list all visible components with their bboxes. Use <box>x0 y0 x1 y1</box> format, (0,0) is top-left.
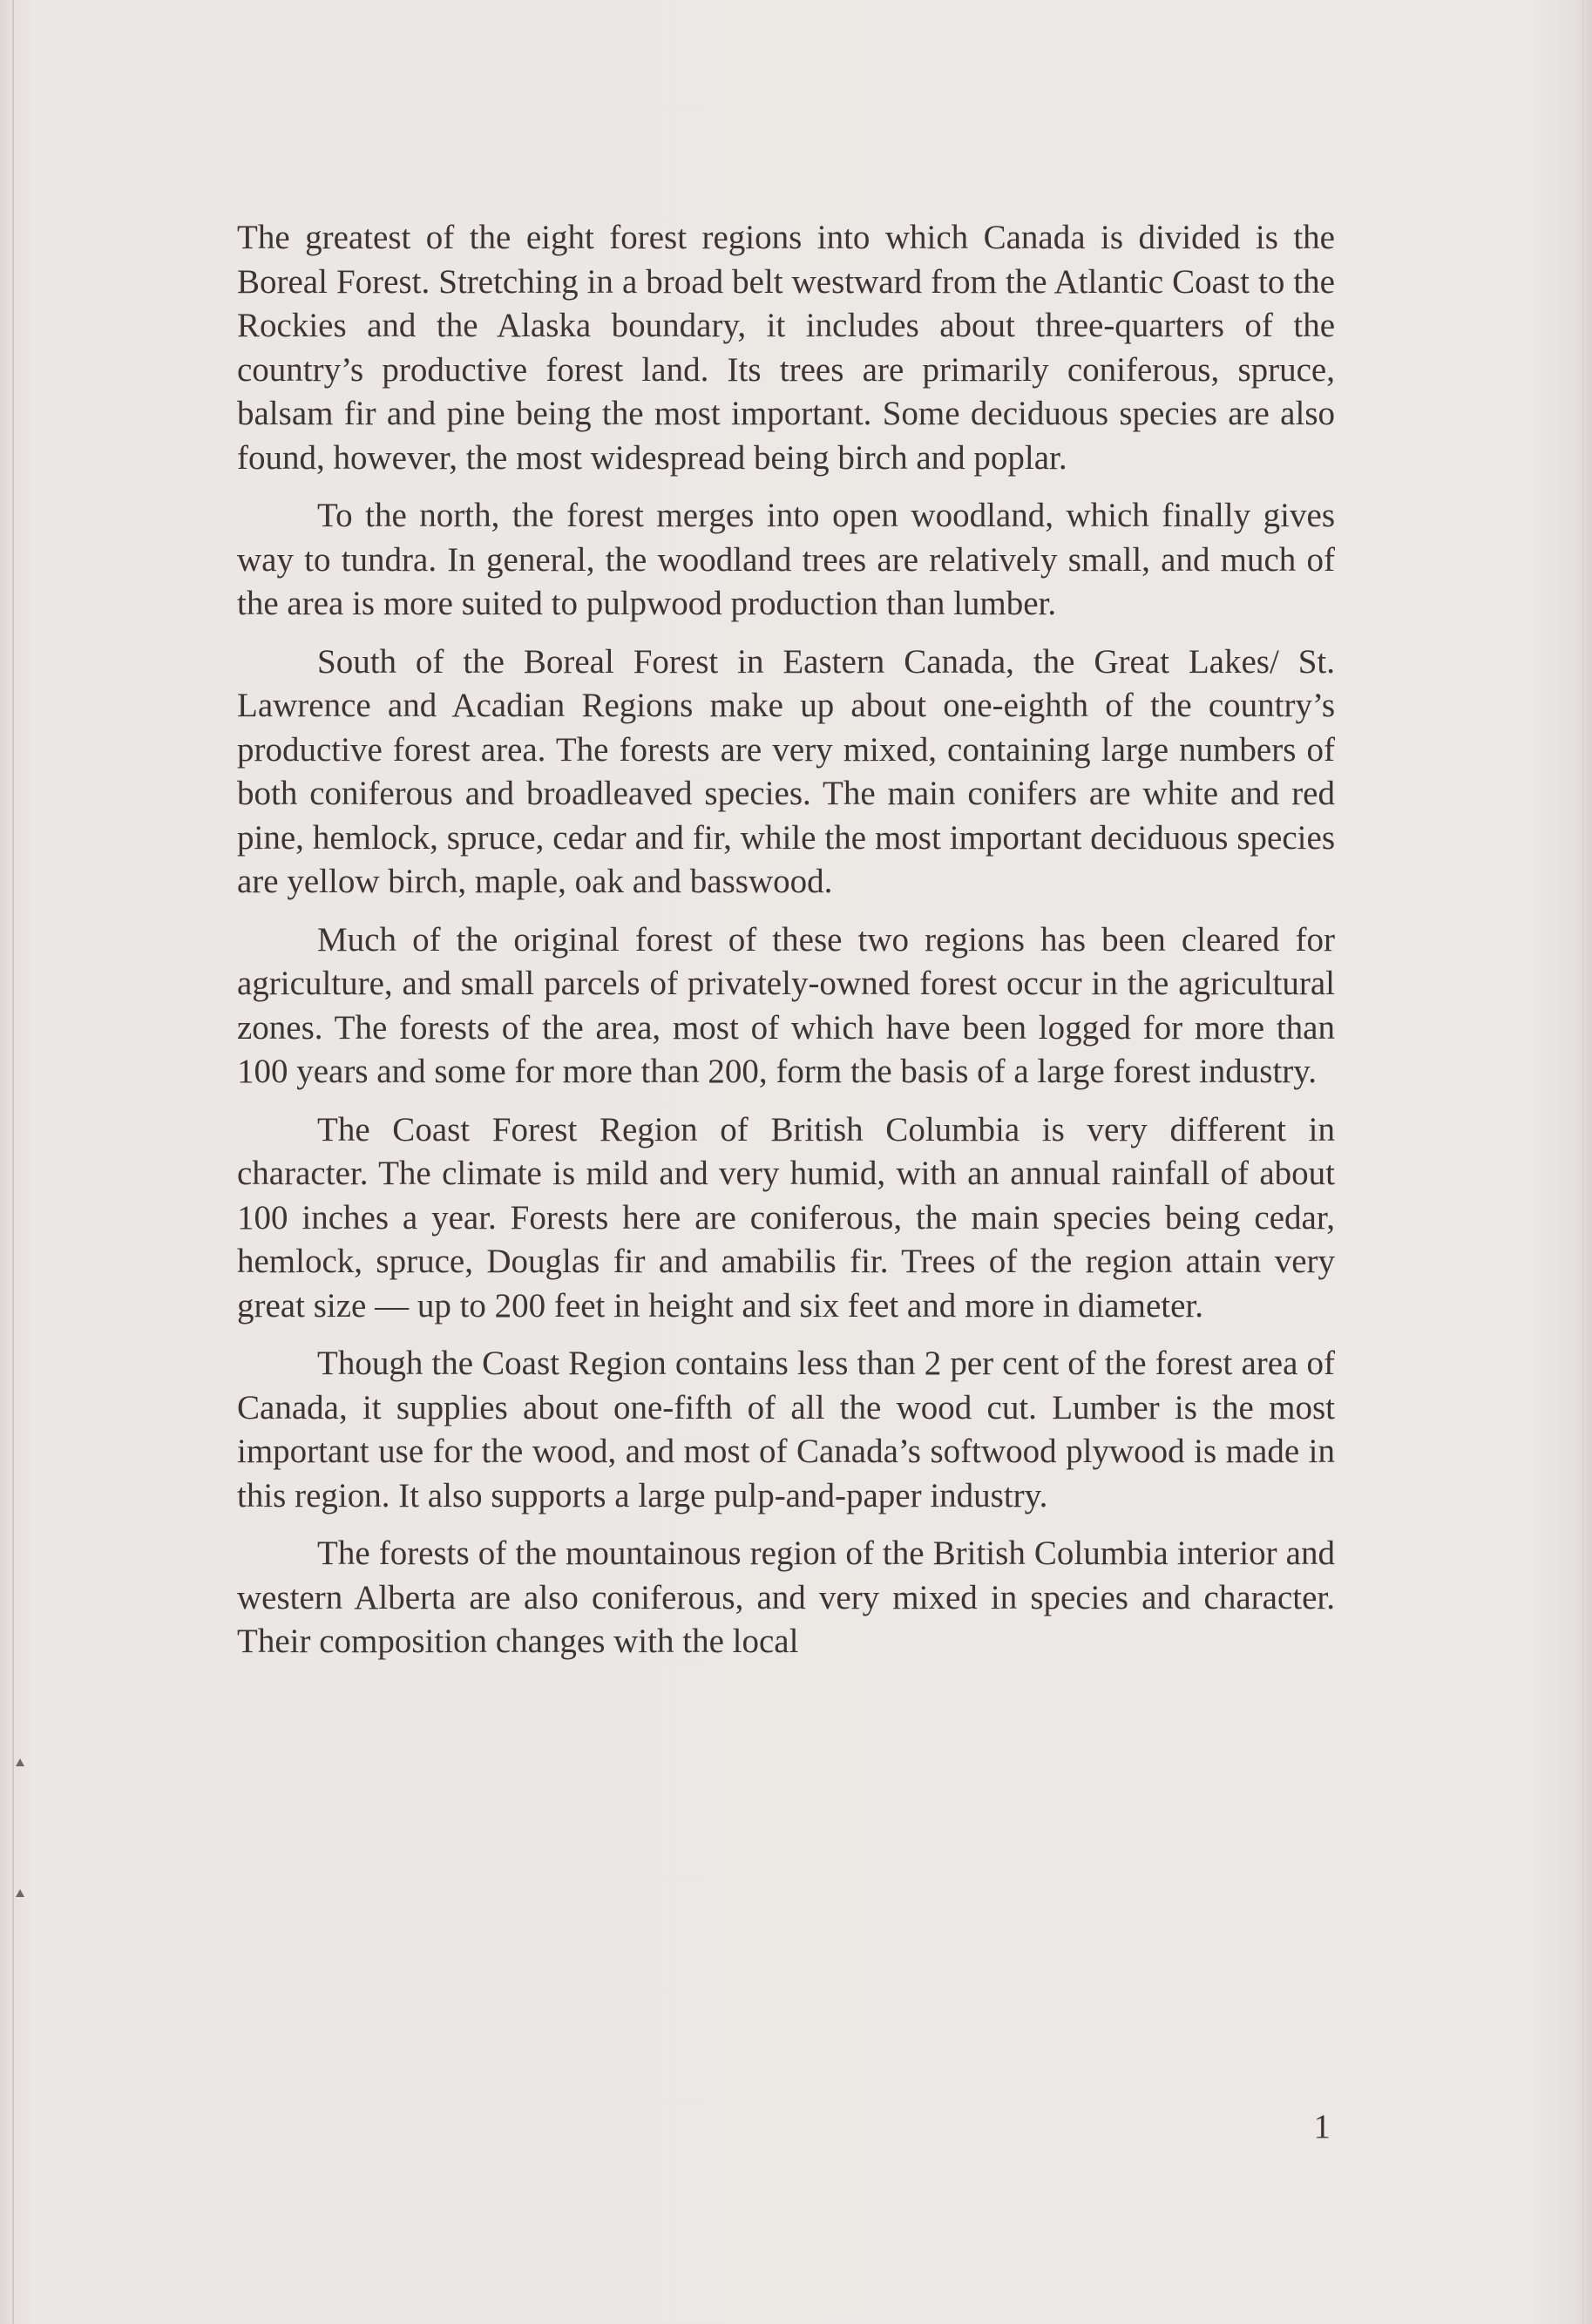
page-number: 1 <box>1313 2108 1331 2145</box>
paragraph-boreal-forest: The greatest of the eight forest regions into which Canada is divided is the Boreal Forest. Stretching in a broad belt westward from the Atlantic Coast to the Rockies and the Alaska boundary, it includes about three-quarters of the country’s productive forest land. Its trees are primarily coniferous, spruce, balsam fir and pine being the most important. Some deciduous species are also found, however, the most widespread being birch and poplar. <box>237 219 1335 477</box>
paragraph-great-lakes-acadian: South of the Boreal Forest in Eastern Canada, the Great Lakes/ St. Lawrence and Acadian Regions make up about one-eighth of the country’s productive forest area. The forests are very mixed, containing large numbers of both coniferous and broadleaved species. The main conifers are white and red pine, hemlock, spruce, cedar and fir, while the most important deciduous species are yellow birch, maple, oak and basswood. <box>237 642 1335 900</box>
paragraph-coast-forest: The Coast Forest Region of British Columbia is very different in character. The climate is mild and very humid, with an annual rainfall of about 100 inches a year. Forests here are coniferous, the main species being cedar, hemlock, spruce, Douglas fir and amabilis fir. Trees of the region attain very great size — up to 200 feet in height and six feet and more in diameter. <box>237 1110 1335 1325</box>
paragraph-mountain-region: The forests of the mountainous region of the British Columbia interior and western Alberta are also coniferous, and very mixed in species and character. Their composition changes with the local <box>237 1535 1335 1660</box>
page-spine <box>12 0 14 2324</box>
binding-mark <box>16 1758 24 1766</box>
paragraph-agriculture: Much of the original forest of these two regions has been cleared for agriculture, and small parcels of privately-owned forest occur in the agricultural zones. The forests of the area, most of which have been logged for more than 100 years and some for more than 200, form the basis of a large forest industry. <box>237 920 1335 1090</box>
body-text <box>237 216 1335 1678</box>
page-edge <box>1582 0 1583 2324</box>
paragraph-coast-supply: Though the Coast Region contains less than 2 per cent of the forest area of Canada, it supplies about one-fifth of all the wood cut. Lumber is the most important use for the wood, and most of Canada’s softwood plywood is made in this region. It also supports a large pulp-and-paper industry. <box>237 1345 1335 1514</box>
binding-mark <box>16 1889 24 1897</box>
paragraph-north-woodland: To the north, the forest merges into open woodland, which finally gives way to tundra. In general, the woodland trees are relatively small, and much of the area is more suited to pulpwood production than lumber. <box>237 497 1335 622</box>
